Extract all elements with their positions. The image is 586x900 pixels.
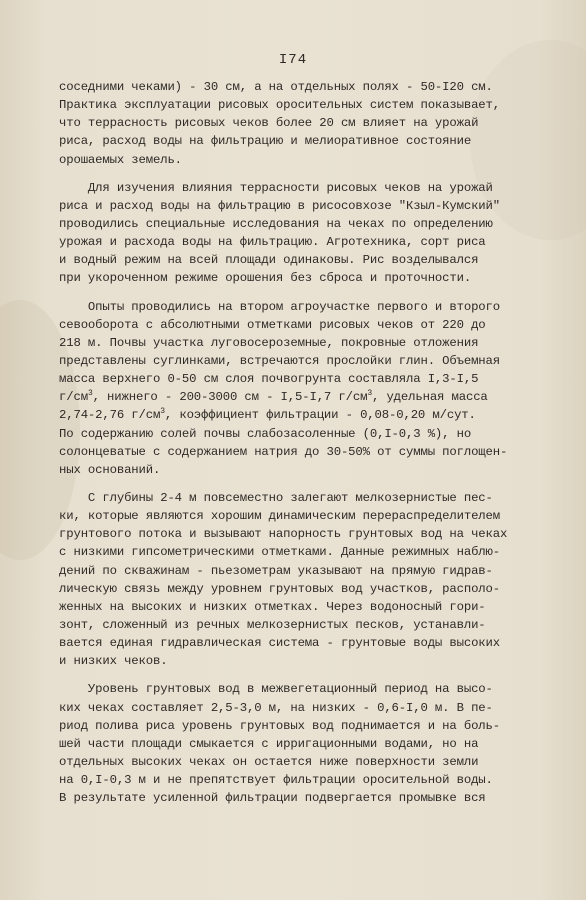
text-line: С глубины 2-4 м повсеместно залегают мелкозернистые пес-: [59, 490, 493, 505]
text-line: урожая и расхода воды на фильтрацию. Агротехника, сорт риса: [59, 235, 486, 250]
text-line: По содержанию солей почвы слабозасоленные (0,I-0,3 %), но: [59, 426, 472, 441]
text-line: 218 м. Почвы участка луговосероземные, покровные отложения: [59, 335, 479, 350]
text-line: грунтового потока и вызывают напорность грунтовых вод на чеках: [59, 527, 508, 542]
text-line: с низкими гипсометрическими отметками. Данные режимных наблю-: [59, 545, 500, 560]
text-line: В результате усиленной фильтрации подвергается промывке вся: [59, 791, 486, 806]
text-line: лическую связь между уровнем грунтовых вод участков, располо-: [59, 581, 500, 596]
text-line: риса, расход воды на фильтрацию и мелиоративное состояние: [59, 134, 472, 149]
paragraph: [59, 78, 529, 169]
text-line: риса и расход воды на фильтрацию в рисосовхозе "Кзыл-Кумский": [59, 198, 500, 213]
text-line: и водный режим на всей площади одинаковы. Рис возделывался: [59, 253, 479, 268]
text-line: и низких чеков.: [59, 654, 168, 669]
text-line: риод полива риса уровень грунтовых вод поднимается и на боль-: [59, 718, 500, 733]
text-line: ки, которые являются хорошим динамическим перераспределителем: [59, 509, 500, 524]
text-line: что террасность рисовых чеков более 20 см влияет на урожай: [59, 116, 479, 131]
page-number: I74: [278, 52, 308, 68]
text-line: Практика эксплуатации рисовых оросительных систем показывает,: [59, 98, 500, 113]
text-line: Для изучения влияния террасности рисовых чеков на урожай: [59, 180, 493, 195]
paragraph: [59, 680, 529, 807]
text-line: вается единая гидравлическая система - грунтовые воды высоких: [59, 636, 500, 651]
paragraph-gap: [59, 288, 529, 298]
text-line: ных оснований.: [59, 462, 161, 477]
text-line: отдельных высоких чеках он остается ниже поверхности земли: [59, 754, 479, 769]
text-line: 2,74-2,76 $г/см^3$, коэффициент фильтрации - 0,08-0,20 м/сут.: [59, 407, 476, 423]
paragraph: [59, 489, 529, 670]
text-line: женных на высоких и низких отметках. Через водоносный гори-: [59, 599, 486, 614]
text-line: солонцеватые с содержанием натрия до 30-50% от суммы поглощен-: [59, 444, 508, 459]
body-text: [59, 78, 529, 807]
paragraph-gap: [59, 670, 529, 680]
text-line: орошаемых земель.: [59, 152, 182, 167]
paragraph: [59, 179, 529, 288]
text-line: на 0,I-0,3 м и не препятствует фильтрации оросительной воды.: [59, 773, 493, 788]
text-line: $г/см^3$, нижнего - 200-3000 см - I,5-I,7 $г/см^3$, удельная масса: [59, 389, 488, 405]
paragraph: [59, 298, 529, 479]
paragraph-gap: [59, 479, 529, 489]
text-line: представлены суглинками, встречаются прослойки глин. Объемная: [59, 353, 500, 368]
text-line: зонт, сложенный из речных мелкозернистых песков, устанавли-: [59, 617, 486, 632]
text-line: при укороченном режиме орошения без сброса и проточности.: [59, 271, 472, 286]
text-line: дений по скважинам - пьезометрам указывают на прямую гидрав-: [59, 563, 493, 578]
text-line: шей части площади смыкается с ирригационными водами, но на: [59, 736, 479, 751]
text-line: Уровень грунтовых вод в межвегетационный период на высо-: [59, 682, 493, 697]
paragraph-gap: [59, 169, 529, 179]
text-line: соседними чеками) - 30 см, а на отдельных полях - 50-I20 см.: [59, 80, 493, 94]
text-line: проводились специальные исследования на чеках по определению: [59, 216, 493, 231]
text-line: ких чеках составляет 2,5-3,0 м, на низких - 0,6-I,0 м. В пе-: [59, 700, 493, 715]
text-line: Опыты проводились на втором агроучастке первого и второго: [59, 299, 500, 314]
text-line: севооборота с абсолютными отметками рисовых чеков от 220 до: [59, 317, 486, 332]
text-line: масса верхнего 0-50 см слоя почвогрунта составляла I,3-I,5: [59, 372, 479, 387]
